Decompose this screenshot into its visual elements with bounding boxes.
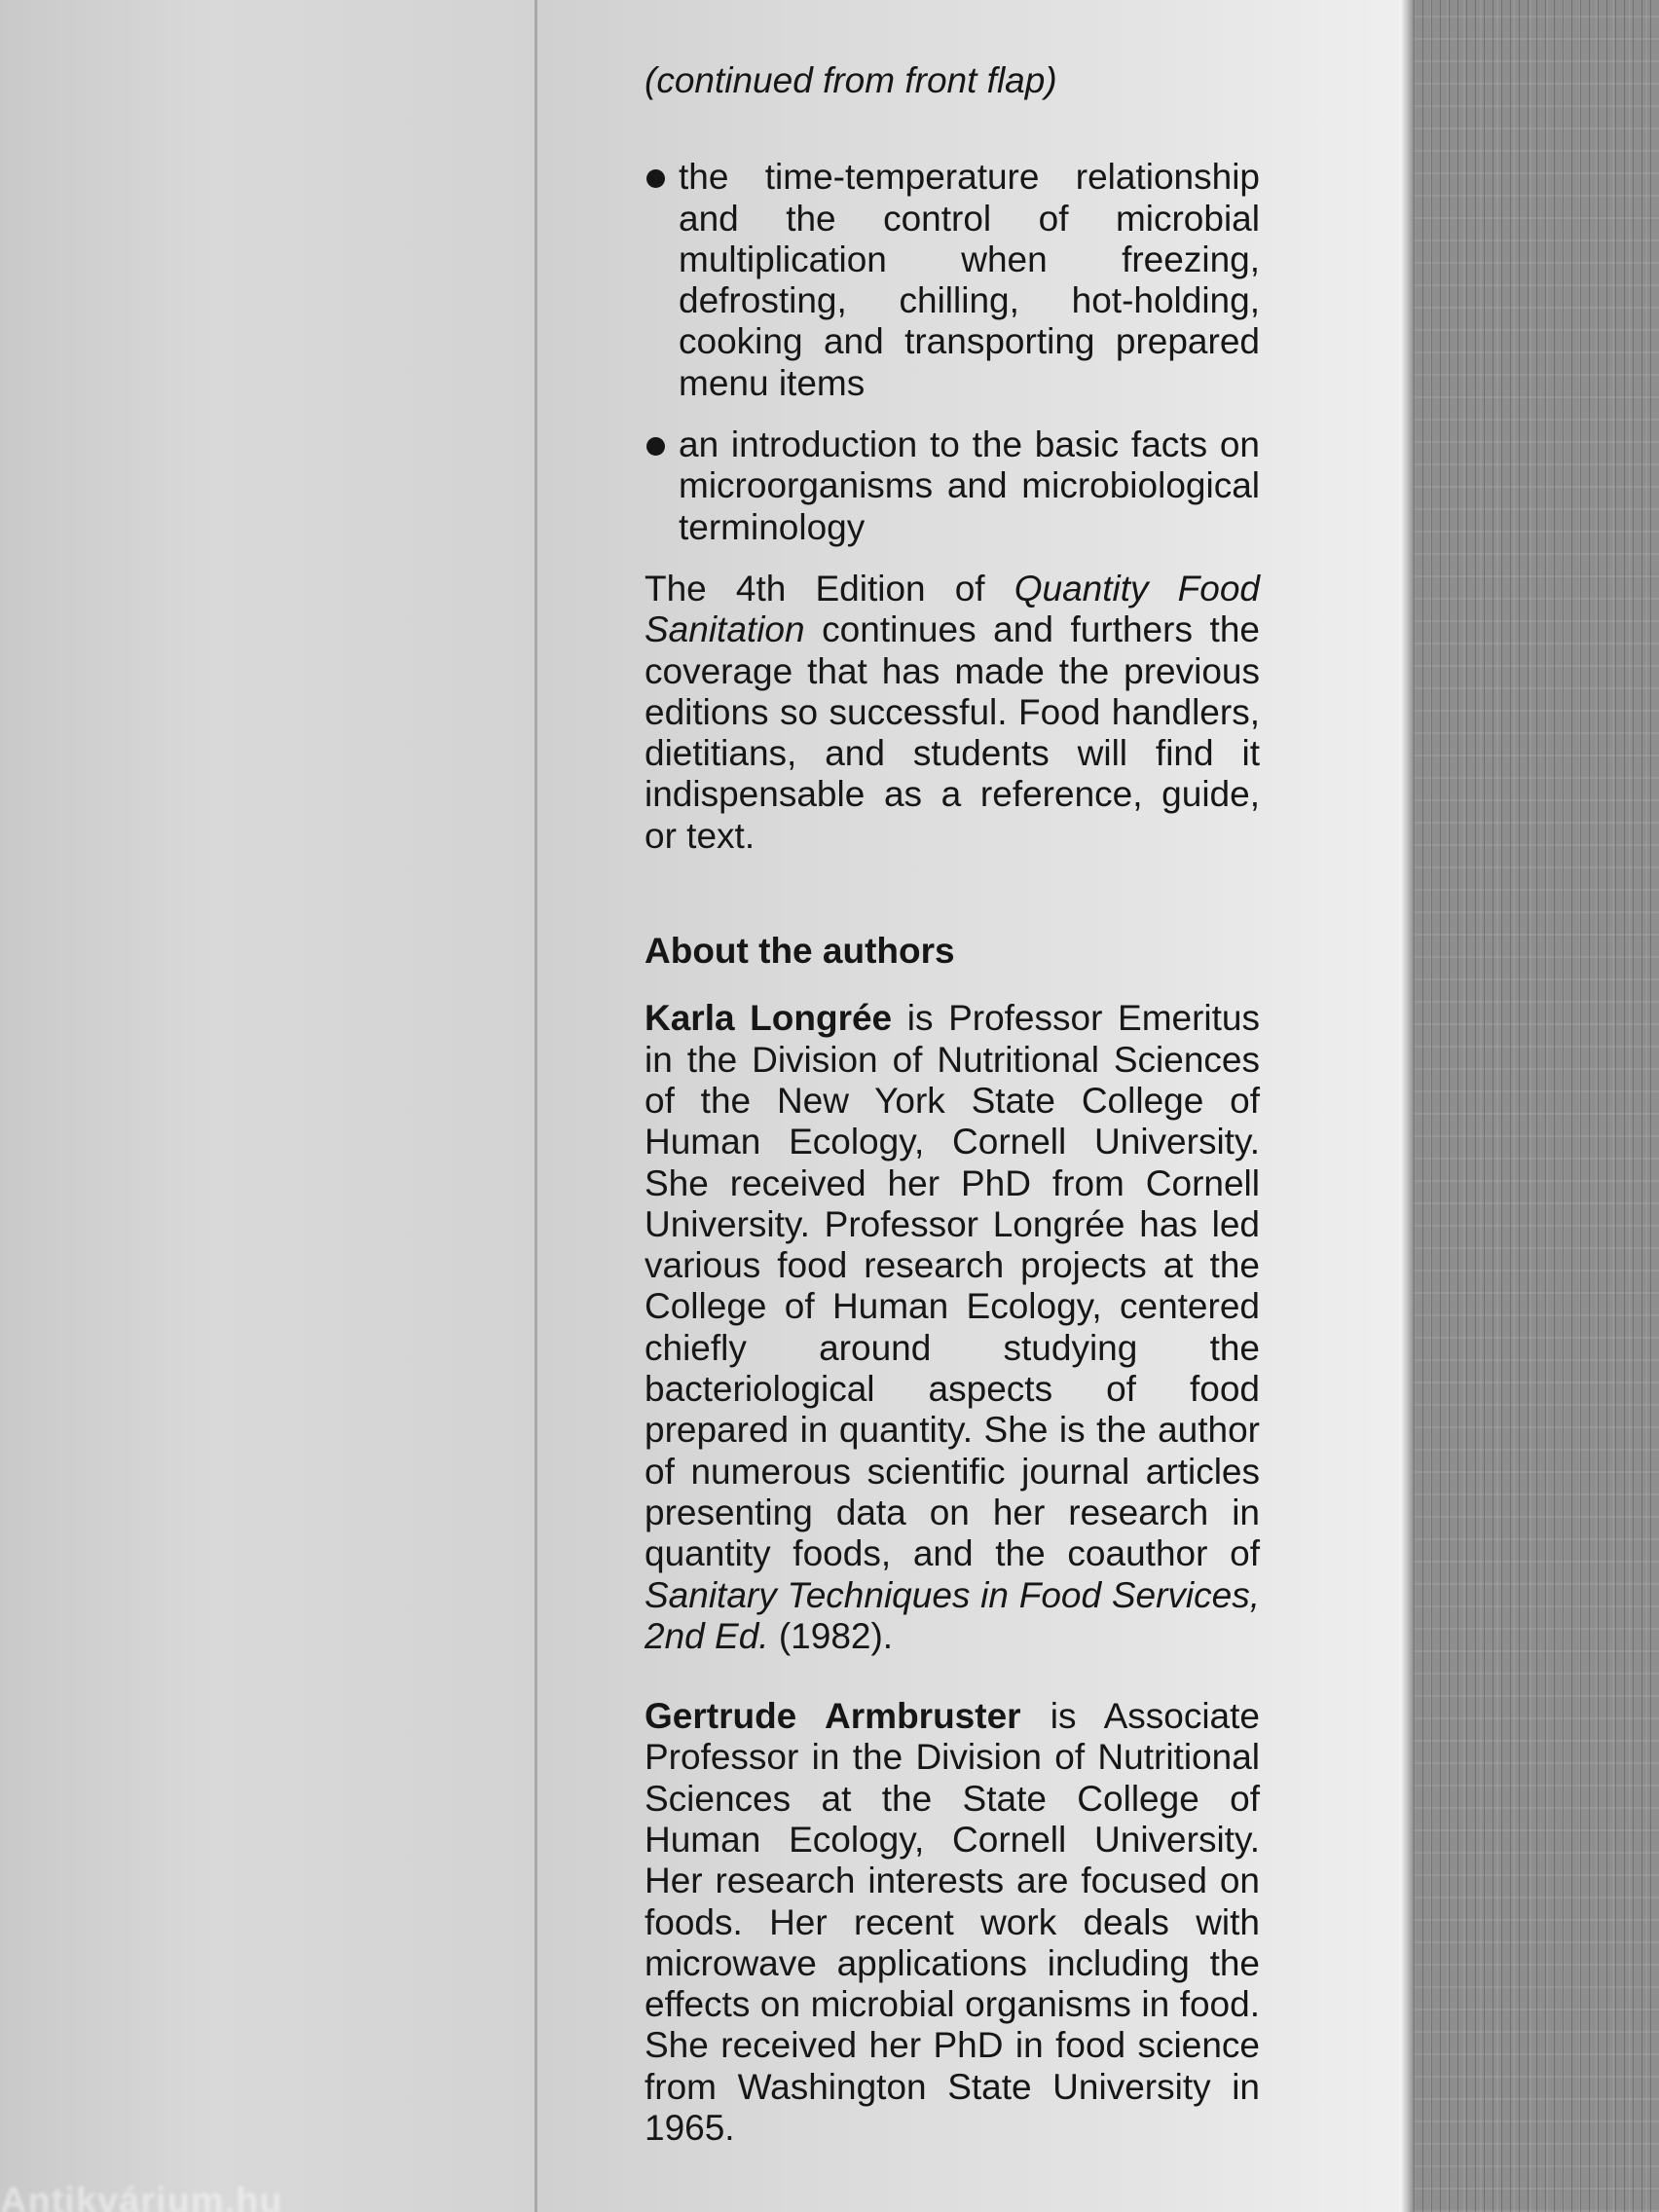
bullet-item <box>645 424 1260 548</box>
bullet-item <box>645 157 1260 404</box>
bullet-text: an introduction to the basic facts on microorganisms and microbiological terminology <box>679 424 1260 547</box>
book-title: Quantity Food Sanitation <box>645 568 1260 650</box>
edition-lead: The 4th Edition of <box>645 568 1014 608</box>
bullet-dot-icon <box>646 169 665 188</box>
author-bio-armbruster <box>645 1696 1260 2149</box>
author-name: Gertrude Armbruster <box>645 1696 1021 1737</box>
author-bio-text: is Associate Professor in the Division of Nutritional Sciences at the State College of Human Ecology, Cornell University. Her research interests are focused on foods. Her recent work deals with microwave applications including the effects on microbial organisms in food. She received her PhD in food science from Washington State University in 1965. <box>645 1696 1260 2149</box>
watermark: Antikvárium.hu <box>0 2181 283 2212</box>
edition-rest: continues and furthers the coverage that has made the previous editions so successful. Food handlers, dietitians, and students will find it indispensable as a reference, guide, or text. <box>645 609 1260 856</box>
feature-bullet-list <box>645 157 1260 548</box>
continued-note: (continued from front flap) <box>645 60 1057 100</box>
author-bio-text: is Professor Emeritus in the Division of Nutritional Sciences of the New York State College of Human Ecology, Cornell University. She received her PhD from Cornell University. Professor Longrée has led various food research projects at the College of Human Ecology, centered chiefly around studying the bacteriological aspects of food prepared in quantity. She is the author of numerous scientific journal articles presenting data on her research in quantity foods, and the coauthor of <box>645 998 1260 1574</box>
inside-cover-page <box>0 0 536 2212</box>
author-bio-text-end: (1982). <box>768 1615 894 1656</box>
flap-text-column <box>645 60 1260 2188</box>
flap-edge-shadow <box>1400 0 1414 2212</box>
bullet-dot-icon <box>646 437 665 456</box>
bullet-text: the time-temperature relationship and the control of microbial multiplication when freezing, defrosting, chilling, hot-holding, cooking and transporting prepared menu items <box>679 157 1260 403</box>
coauthored-book-title: Sanitary Techniques in Food Services, 2nd Ed. <box>645 1574 1260 1656</box>
author-name: Karla Longrée <box>645 998 893 1039</box>
author-bio-longree <box>645 998 1260 1657</box>
edition-paragraph <box>645 569 1260 857</box>
textured-background <box>1414 0 1659 2212</box>
about-authors-heading: About the authors <box>645 931 955 972</box>
